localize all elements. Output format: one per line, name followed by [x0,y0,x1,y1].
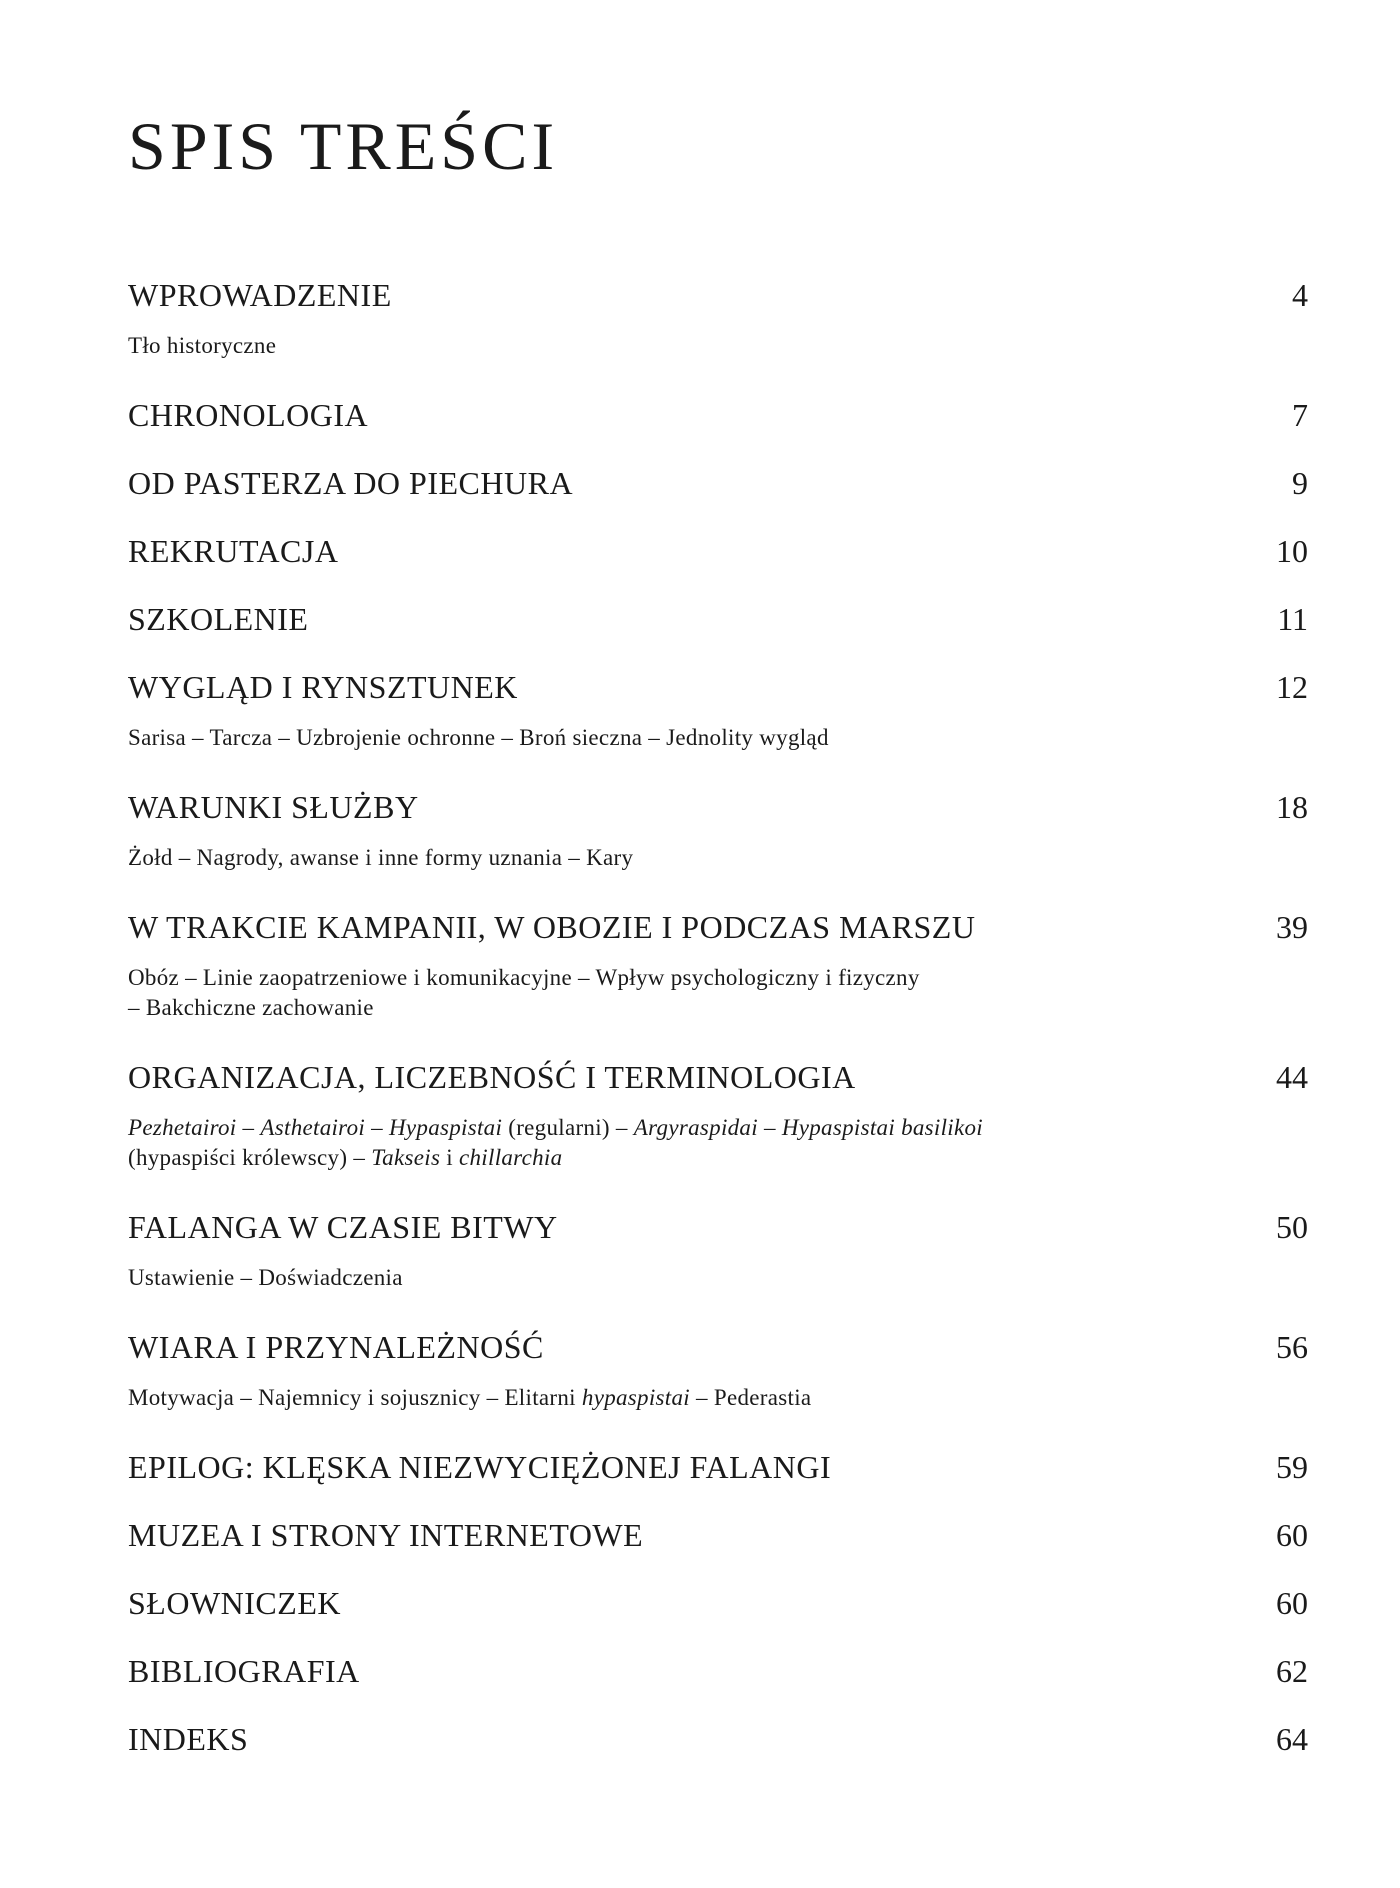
toc-entry-page-number: 56 [1276,1329,1308,1365]
toc-subtopic-line: Ustawienie – Doświadczenia [128,1265,403,1290]
toc-entry-subtopics [128,1263,1128,1293]
toc-entry [128,1207,1308,1293]
toc-entry-heading-row [128,787,1308,827]
toc-entry-page-number: 39 [1276,909,1308,945]
toc-entry-heading-row [128,395,1308,435]
toc-entry-heading-row [128,599,1308,639]
toc-subtopic-term-italic: chillarchia [459,1145,563,1170]
toc-entry-title: WYGLĄD I RYNSZTUNEK [128,669,518,705]
toc-entry-title: EPILOG: KLĘSKA NIEZWYCIĘŻONEJ FALANGI [128,1449,832,1485]
toc-entry-page-number: 4 [1292,277,1308,313]
toc-subtopic-text: i [440,1145,459,1170]
toc-subtopic-term-italic: hypaspistai [581,1385,690,1410]
toc-entry [128,395,1308,435]
toc-entry [128,531,1308,571]
toc-subtopic-text: (regularni) – [502,1115,634,1140]
toc-subtopic-line: Sarisa – Tarcza – Uzbrojenie ochronne – Broń sieczna – Jednolity wygląd [128,725,829,750]
toc-entry-title: REKRUTACJA [128,533,339,569]
toc-entry [128,275,1308,361]
toc-entry-title: MUZEA I STRONY INTERNETOWE [128,1517,644,1553]
toc-entry-page-number: 44 [1276,1059,1308,1095]
toc-entry [128,599,1308,639]
toc-entry-page-number: 62 [1276,1653,1308,1689]
toc-subtopic-term-italic: Hypaspistai basilikoi [781,1115,983,1140]
toc-entry-subtopics [128,1113,1128,1173]
toc-entry-subtopics [128,331,1128,361]
toc-subtopic-line [128,1113,1128,1143]
toc-subtopic-line: Żołd – Nagrody, awanse i inne formy uznania – Kary [128,845,634,870]
toc-entry [128,1651,1308,1691]
toc-subtopic-text: – [236,1115,261,1140]
toc-entry-heading-row [128,1651,1308,1691]
toc-entry [128,1515,1308,1555]
toc-entry [128,787,1308,873]
toc-subtopic-line: Obóz – Linie zaopatrzeniowe i komunikacyjne – Wpływ psychologiczny i fizyczny [128,965,920,990]
toc-entry-heading-row [128,1207,1308,1247]
toc-entry [128,907,1308,1023]
toc-entry-title: INDEKS [128,1721,249,1757]
toc-entry-title: FALANGA W CZASIE BITWY [128,1209,558,1245]
toc-subtopic-term-italic: Argyraspidai [633,1115,758,1140]
toc-entry-subtopics [128,843,1128,873]
toc-entry-page-number: 7 [1292,397,1308,433]
toc-entry-heading-row [128,275,1308,315]
toc-entry-heading-row [128,1515,1308,1555]
toc-entry-heading-row [128,1719,1308,1759]
toc-subtopic-term-italic: Asthetairoi [260,1115,366,1140]
toc-entry-title: SŁOWNICZEK [128,1585,341,1621]
toc-entry-title: WIARA I PRZYNALEŻNOŚĆ [128,1329,544,1365]
toc-entry [128,1447,1308,1487]
toc-subtopic-text: – [365,1115,389,1140]
toc-entry-page-number: 12 [1276,669,1308,705]
toc-entry-title: ORGANIZACJA, LICZEBNOŚĆ I TERMINOLOGIA [128,1059,856,1095]
toc-subtopic-text: – [757,1115,782,1140]
toc-entry-heading-row [128,1447,1308,1487]
toc-subtopic-line [128,1143,1128,1173]
toc-entry-heading-row [128,667,1308,707]
toc-entry-page-number: 11 [1277,601,1308,637]
toc-subtopic-line [128,1383,1128,1413]
toc-entry-page-number: 10 [1276,533,1308,569]
toc-subtopic-term-italic: Takseis [371,1145,441,1170]
toc-entry-title: W TRAKCIE KAMPANII, W OBOZIE I PODCZAS MARSZU [128,909,976,945]
toc-entry-heading-row [128,907,1308,947]
toc-entry [128,463,1308,503]
toc-entry-page-number: 9 [1292,465,1308,501]
toc-entry-heading-row [128,1583,1308,1623]
toc-entry-heading-row [128,1327,1308,1367]
toc-entry-heading-row [128,1057,1308,1097]
toc-subtopic-text: – Pederastia [689,1385,812,1410]
toc-entry-page-number: 60 [1276,1517,1308,1553]
page-title: SPIS TREŚCI [128,108,559,184]
toc-entry-subtopics [128,963,1128,1023]
toc-entry-title: OD PASTERZA DO PIECHURA [128,465,574,501]
toc-entry-heading-row [128,463,1308,503]
toc-subtopic-text: Motywacja – Najemnicy i sojusznicy – Elitarni [128,1385,582,1410]
toc-subtopic-line: Tło historyczne [128,333,277,358]
toc-entry-page-number: 60 [1276,1585,1308,1621]
toc-entry-page-number: 59 [1276,1449,1308,1485]
toc-entry-title: SZKOLENIE [128,601,309,637]
toc-entry [128,1057,1308,1173]
toc-entry-page-number: 18 [1276,789,1308,825]
toc-entry-title: WPROWADZENIE [128,277,392,313]
toc-entry-page-number: 50 [1276,1209,1308,1245]
toc-entry-title: WARUNKI SŁUŻBY [128,789,419,825]
toc-entry-title: BIBLIOGRAFIA [128,1653,360,1689]
toc-subtopic-text: (hypaspiści królewscy) – [128,1145,372,1170]
toc-entry-title: CHRONOLOGIA [128,397,369,433]
toc-entry [128,1327,1308,1413]
toc-entry [128,667,1308,753]
toc-subtopic-line: – Bakchiczne zachowanie [128,995,374,1020]
toc-subtopic-term-italic: Pezhetairoi [128,1115,237,1140]
toc-entry-subtopics [128,1383,1128,1413]
toc-entry-subtopics [128,723,1128,753]
toc-entry [128,1719,1308,1759]
toc-entry [128,1583,1308,1623]
toc-entry-heading-row [128,531,1308,571]
toc-entry-page-number: 64 [1276,1721,1308,1757]
toc-subtopic-term-italic: Hypaspistai [388,1115,503,1140]
